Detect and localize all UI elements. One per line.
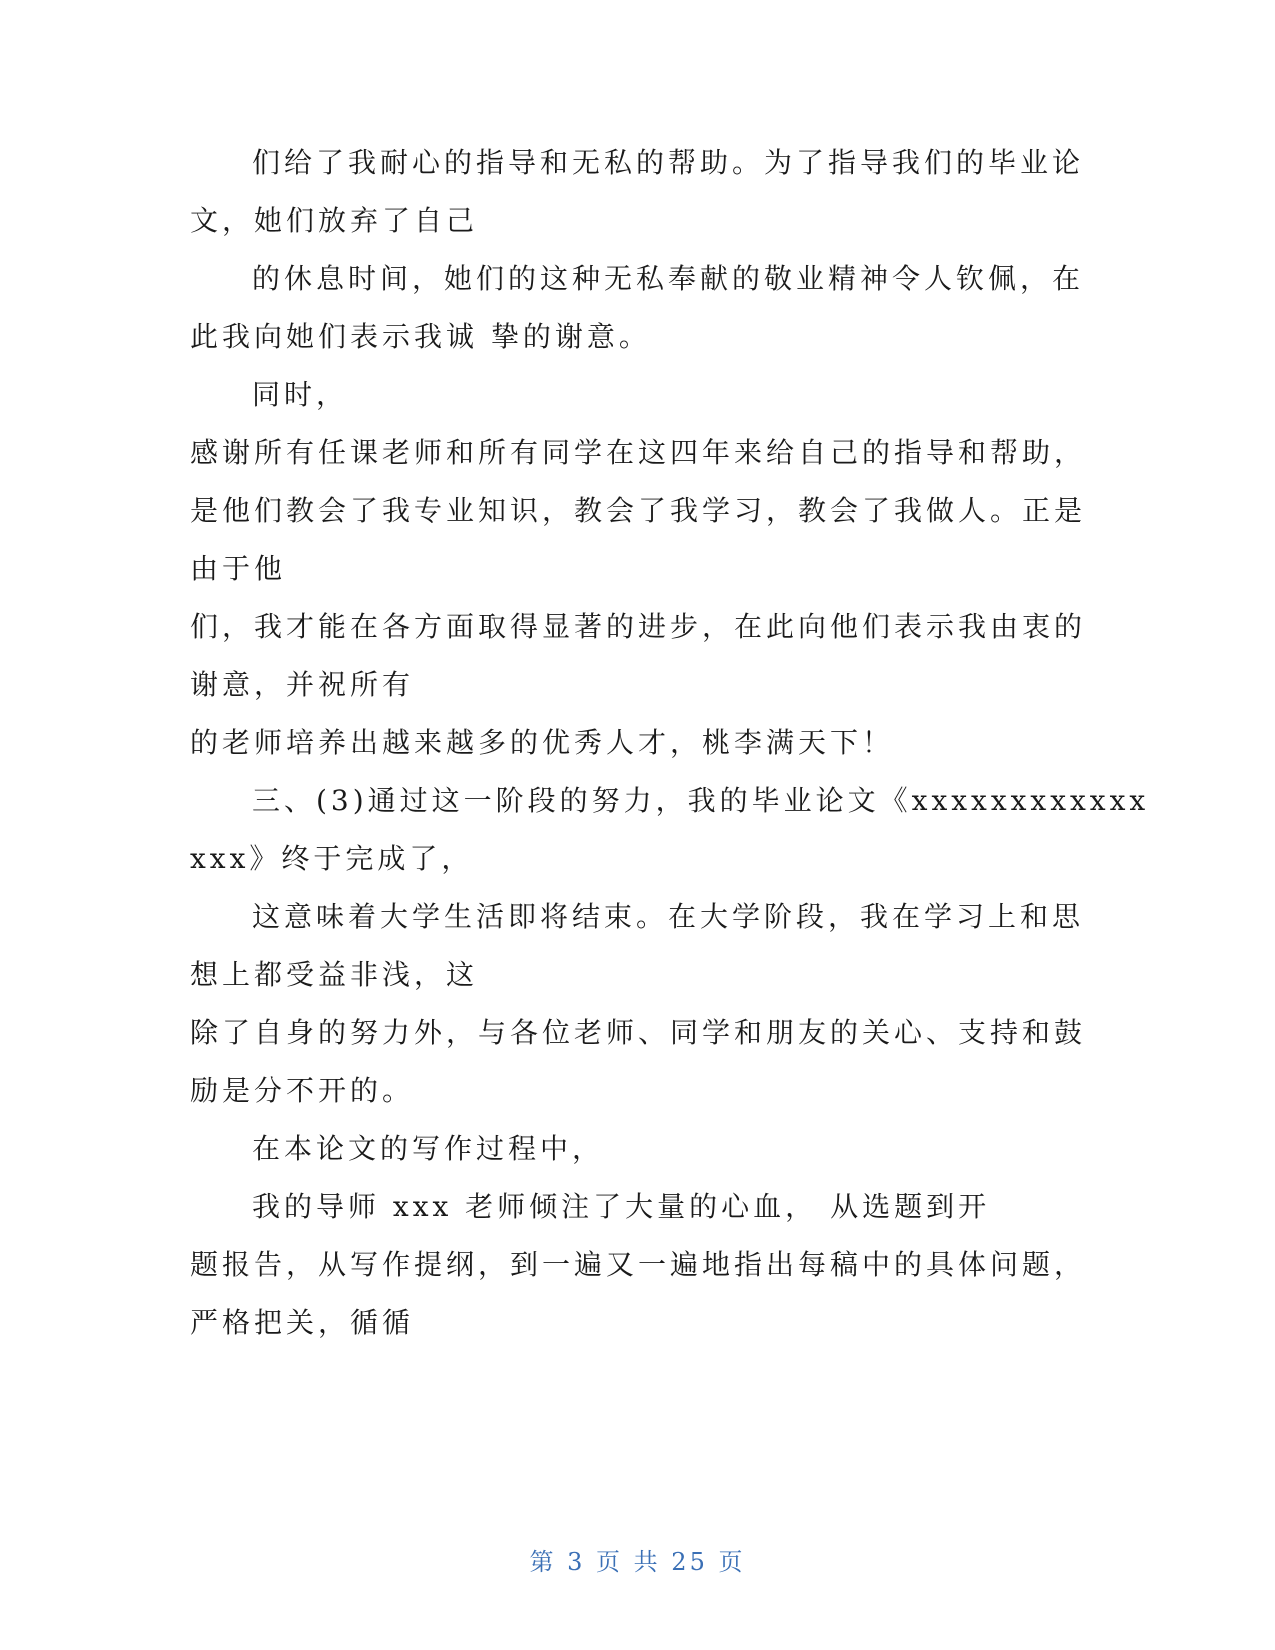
text-line: 的老师培养出越来越多的优秀人才，桃李满天下！ — [190, 726, 895, 759]
text-line: 由于他 — [190, 552, 287, 585]
text-line: 三、(3)通过这一阶段的努力，我的毕业论文《xxxxxxxxxxxx — [252, 784, 1150, 817]
text-line: 我的导师 xxx 老师倾注了大量的心血， 从选题到开 — [252, 1190, 991, 1223]
text-line: 此我向她们表示我诚 挚的谢意。 — [190, 320, 651, 353]
text-line: 感谢所有任课老师和所有同学在这四年来给自己的指导和帮助， — [190, 436, 1087, 469]
text-line: 在本论文的写作过程中， — [252, 1132, 605, 1165]
text-line: 题报告，从写作提纲，到一遍又一遍地指出每稿中的具体问题， — [190, 1248, 1087, 1281]
text-line: 严格把关，循循 — [190, 1306, 415, 1339]
text-line: 励是分不开的。 — [190, 1074, 415, 1107]
text-line: 们，我才能在各方面取得显著的进步，在此向他们表示我由衷的 — [190, 610, 1087, 643]
text-line: 同时， — [252, 378, 349, 411]
text-line: xxx》终于完成了， — [190, 842, 474, 875]
text-line: 除了自身的努力外，与各位老师、同学和朋友的关心、支持和鼓 — [190, 1016, 1087, 1049]
text-line: 的休息时间，她们的这种无私奉献的敬业精神令人钦佩，在 — [252, 262, 1085, 295]
text-line: 是他们教会了我专业知识，教会了我学习，教会了我做人。正是 — [190, 494, 1087, 527]
text-line: 们给了我耐心的指导和无私的帮助。为了指导我们的毕业论 — [252, 146, 1085, 179]
text-line: 这意味着大学生活即将结束。在大学阶段，我在学习上和思 — [252, 900, 1085, 933]
text-line: 文，她们放弃了自己 — [190, 204, 479, 237]
page-number-footer: 第 3 页 共 25 页 — [529, 1548, 746, 1576]
text-line: 想上都受益非浅，这 — [190, 958, 479, 991]
text-line: 谢意，并祝所有 — [190, 668, 415, 701]
